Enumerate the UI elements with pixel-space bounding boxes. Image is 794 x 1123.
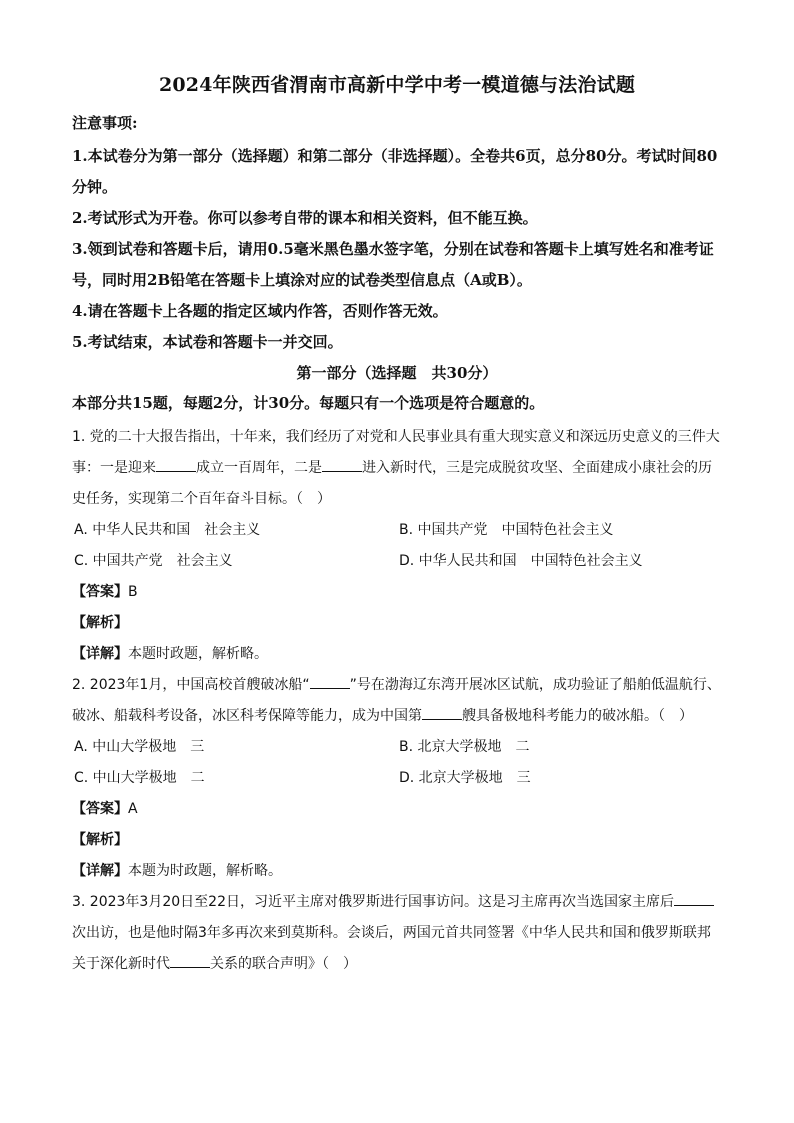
question-2-detail: [72, 856, 722, 887]
question-3-stem-part-c: 关系的联合声明》（ ）: [210, 956, 357, 972]
notice-item-2: 2.考试形式为开卷。你可以参考自带的课本和相关资料，但不能互换。: [72, 209, 538, 227]
question-1-answer: [72, 577, 722, 608]
answer-blank: [674, 891, 714, 906]
question-1-option-d: D. 中华人民共和国 中国特色社会主义: [399, 553, 643, 569]
question-1-option-c: C. 中国共产党 社会主义: [74, 553, 233, 569]
question-2-option-c: C. 中山大学极地 二: [74, 770, 205, 786]
detail-text: 本题时政题，解析略。: [128, 646, 268, 662]
answer-label: 【答案】: [72, 584, 128, 600]
question-1-options: [72, 515, 722, 577]
answer-blank: [170, 953, 210, 968]
answer-blank: [422, 705, 462, 720]
question-1-stem-part-c: 进入新时代，三是完成脱贫攻坚、全面建成小康社会的历史任务，实现第二个百年奋斗目标。（ ）: [72, 460, 712, 507]
answer-value: A: [128, 801, 138, 817]
notice-item-3: 3.领到试卷和答题卡后，请用0.5毫米黑色墨水签字笔，分别在试卷和答题卡上填写姓名和准考证号，同时用2B铅笔在答题卡上填涂对应的试卷类型信息点（A或B）。: [72, 240, 714, 289]
answer-blank: [322, 457, 362, 472]
question-3-stem-part-b: 次出访，也是他时隔3年多再次来到莫斯科。会谈后，两国元首共同签署《中华人民共和国和俄罗斯联邦关于深化新时代: [72, 925, 711, 972]
question-2-stem-part-b: ”号在渤海辽东湾开展冰区试航，成功验证了船舶低温航行、破冰、船载科考设备，冰区科考保障等能力，成为中国第: [72, 677, 721, 724]
analysis-label: 【解析】: [72, 615, 128, 631]
question-1-option-a: A. 中华人民共和国 社会主义: [74, 522, 261, 538]
question-2-stem-part-c: 艘具备极地科考能力的破冰船。（ ）: [462, 708, 693, 724]
question-1-analysis: [72, 608, 722, 639]
question-2-answer: [72, 794, 722, 825]
page-title: 2024年陕西省渭南市高新中学中考一模道德与法治试题: [158, 74, 636, 96]
question-1-stem-part-a: 1. 党的二十大报告指出，十年来，我们经历了对党和人民事业具有重大现实意义和深远历史意义的三件大事：一是迎来: [72, 429, 720, 476]
question-2-option-b: B. 北京大学极地 二: [399, 739, 530, 755]
section-title: 第一部分（选择题 共30分）: [296, 364, 498, 382]
notice-item-4: 4.请在答题卡上各题的指定区域内作答，否则作答无效。: [72, 302, 448, 320]
question-2-analysis: [72, 825, 722, 856]
notice-heading: 注意事项:: [72, 114, 138, 132]
question-2-stem: [72, 670, 722, 732]
question-1-option-b: B. 中国共产党 中国特色社会主义: [399, 522, 614, 538]
notice-item-5: 5.考试结束，本试卷和答题卡一并交回。: [72, 333, 343, 351]
question-2-options: [72, 732, 722, 794]
question-2-stem-part-a: 2. 2023年1月，中国高校首艘破冰船“: [72, 677, 310, 693]
detail-label: 【详解】: [72, 646, 128, 662]
analysis-label: 【解析】: [72, 832, 128, 848]
detail-text: 本题为时政题，解析略。: [128, 863, 282, 879]
section-description: 本部分共15题，每题2分，计30分。每题只有一个选项是符合题意的。: [72, 394, 545, 412]
question-3-stem: [72, 887, 722, 980]
question-1-stem-part-b: 成立一百周年，二是: [196, 460, 322, 476]
answer-label: 【答案】: [72, 801, 128, 817]
question-2-option-d: D. 北京大学极地 三: [399, 770, 531, 786]
question-1-stem: [72, 422, 722, 515]
detail-label: 【详解】: [72, 863, 128, 879]
question-3-stem-part-a: 3. 2023年3月20日至22日，习近平主席对俄罗斯进行国事访问。这是习主席再次当选国家主席后: [72, 894, 674, 910]
answer-value: B: [128, 584, 138, 600]
question-1-detail: [72, 639, 722, 670]
answer-blank: [310, 674, 350, 689]
notice-item-1: 1.本试卷分为第一部分（选择题）和第二部分（非选择题）。全卷共6页，总分80分。考试时间80分钟。: [72, 147, 718, 196]
question-2-option-a: A. 中山大学极地 三: [74, 739, 205, 755]
answer-blank: [156, 457, 196, 472]
